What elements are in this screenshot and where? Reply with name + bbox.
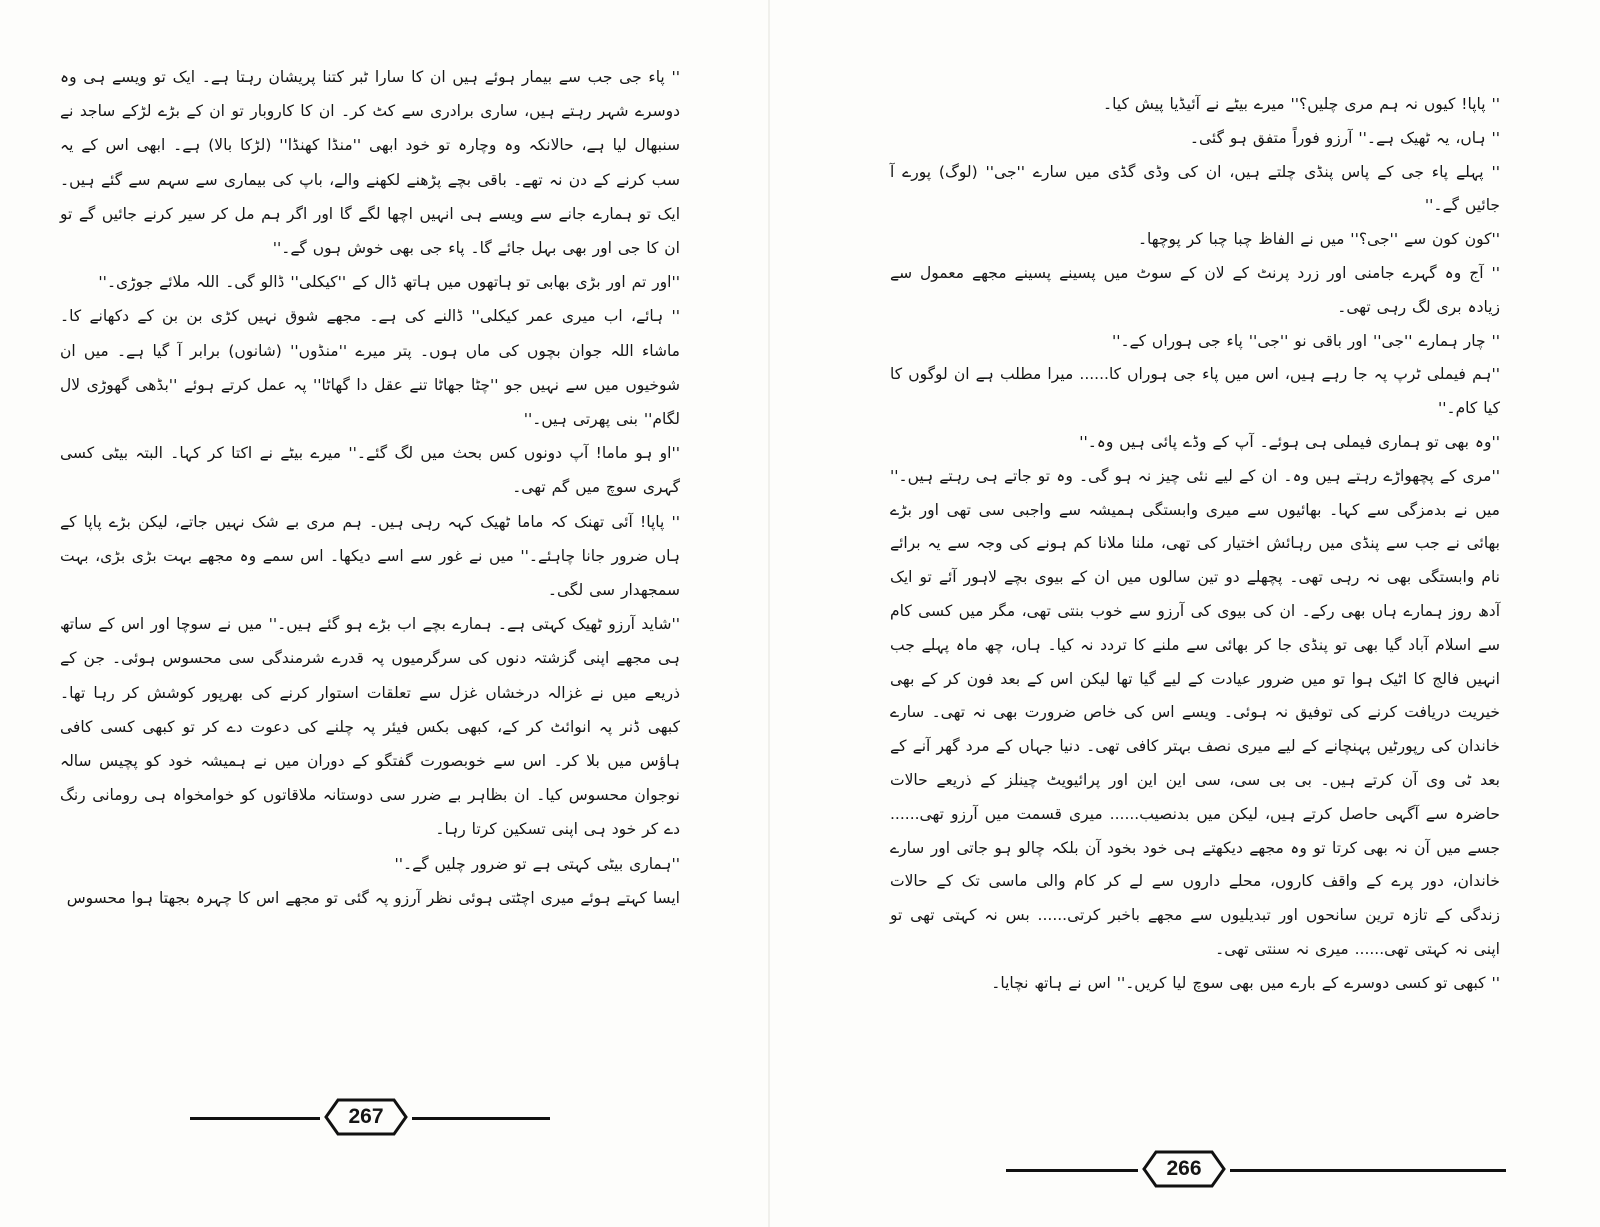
- right-page-text: [890, 88, 1500, 1001]
- paragraph: '' پاپا! کیوں نہ ہم مری چلیں؟'' میرے بیٹے نے آئیڈیا پیش کیا۔: [1103, 95, 1500, 113]
- folio-rule-right: [412, 1117, 550, 1120]
- paragraph: ''شاید آرزو ٹھیک کہتی ہے۔ ہمارے بچے اب بڑے ہو گئے ہیں۔'' میں نے سوچا اور اس کے ساتھ ہی مجھے اپنی گزشتہ دنوں کی سرگرمیوں پہ قدرے شرمندگی سی محسوس ہوئی۔ جن کے ذریعے میں نے غزالہ درخشاں غزل سے تعلقات استوار کرنے کی بھرپور کوشش کر رہا تھا۔ کبھی ڈنر پہ انوائٹ کر کے، کبھی بکس فیئر پہ چلنے کی دعوت دے کر تو کبھی کسی کافی ہاؤس میں بلا کر۔ اس سے خوبصورت گفتگو کے دوران میں نے ہمیشہ خود کو پچیس سالہ نوجوان محسوس کیا۔ ان بظاہر بے ضرر سی دوستانہ ملاقاتوں کو خوامخواہ ہی رومانی رنگ دے کر خود ہی اپنی تسکین کرتا رہا۔: [60, 615, 680, 839]
- paragraph: '' کبھی تو کسی دوسرے کے بارے میں بھی سوچ لیا کریں۔'' اس نے ہاتھ نچایا۔: [991, 973, 1500, 992]
- page-number-badge: [324, 1098, 408, 1136]
- paragraph: '' پاپا! آئی تھنک کہ ماما ٹھیک کہہ رہی ہیں۔ ہم مری بے شک نہیں جاتے، لیکن بڑے پاپا کے ہاں ضرور جانا چاہئے۔'' میں نے غور سے اسے دیکھا۔ اس سمے وہ مجھے بہت بڑی بڑی، بہت سمجھدار سی لگی۔: [60, 512, 680, 600]
- folio-rule-left: [190, 1117, 320, 1120]
- paragraph: ''اور تم اور بڑی بھابی تو ہاتھوں میں ہاتھ ڈال کے ''کیکلی'' ڈالو گی۔ اللہ ملائے جوڑی۔'': [98, 273, 680, 292]
- page-number: 266: [1166, 1157, 1202, 1180]
- left-page-text: [60, 60, 680, 915]
- paragraph: ایسا کہتے ہوئے میری اچٹتی ہوئی نظر آرزو پہ گئی تو مجھے اس کا چہرہ بجھتا ہوا محسوس: [66, 888, 680, 907]
- paragraph: '' چار ہمارے ''جی'' اور باقی نو ''جی'' پاء جی ہوراں کے۔'': [1111, 331, 1500, 350]
- paragraph: ''ہماری بیٹی کہتی ہے تو ضرور چلیں گے۔'': [394, 854, 680, 873]
- paragraph: '' ہائے، اب میری عمر کیکلی'' ڈالنے کی ہے۔ مجھے شوق نہیں کڑی بن بن کے دکھانے کا۔ ماشاء اللہ جوان بچوں کی ماں ہوں۔ پتر میرے ''منڈوں'' (شانوں) برابر آ گیا ہے۔ میں ان شوخیوں میں سے نہیں جو ''چٹا جھاٹا تنے عقل دا گھاٹا'' پہ عمل کرتے ہوئے ''بڈھی گھوڑی لال لگام'' بنی پھرتی ہیں۔'': [60, 307, 680, 429]
- page-number: 267: [348, 1105, 384, 1128]
- page-number-badge: [1142, 1150, 1226, 1188]
- paragraph: ''مری کے پچھواڑے رہتے ہیں وہ۔ ان کے لیے نئی چیز نہ ہو گی۔ وہ تو جاتے ہی رہتے ہیں۔'' میں نے بدمزگی سے کہا۔ بھائیوں سے میری وابستگی ہمیشہ سے واجبی سی تھی اور بڑے بھائی نے جب سے پنڈی میں رہائش اختیار کی تھی، ملنا ملانا کم ہونے کی وجہ سے یہ برائے نام وابستگی بھی نہ رہی تھی۔ پچھلے دو تین سالوں میں ان کے بیوی بچے لاہور آئے تو ایک آدھ روز ہمارے ہاں بھی رکے۔ ان کی بیوی کی آرزو سے خوب بنتی تھی، مگر میں کسی کام سے اسلام آباد گیا بھی تو پنڈی جا کر بھائی سے ملنے کا تردد نہ کیا۔ ہاں، چھ ماہ پہلے جب انہیں فالج کا اٹیک ہوا تو میں ضرور عیادت کے لیے گیا تھا لیکن اس کے بعد فون کر کے بھی خیریت دریافت کرنے کی توفیق نہ ہوئی۔ ویسے اس کی خاص ضرورت بھی نہ تھی۔ سارے خاندان کی رپورٹیں پہنچانے کے لیے میری نصف بہتر کافی تھی۔ دنیا جہاں کے مرد گھر آنے کے بعد ٹی وی آن کرتے ہیں۔ بی بی سی، سی این این اور پرائیویٹ چینلز کے ذریعے حالات حاضرہ سے آگہی حاصل کرتے ہیں، لیکن میں بدنصیب...... میری قسمت میں آرزو تھی...... جسے میں آن نہ بھی کرتا تو وہ مجھے دیکھتے ہی خود بخود آن بلکہ چالو ہو جاتی اور سارے خاندان، دور پرے کے واقف کاروں، محلے داروں سے لے کر کام والی ماسی تک کے حالات زندگی کے تازہ ترین سانحوں اور تبدیلیوں سے مجھے باخبر کرتی...... بس نہ کہتی تھی تو اپنی نہ کہتی تھی...... میری نہ سنتی تھی۔: [890, 466, 1500, 958]
- right-page-number: [1006, 1150, 1506, 1190]
- paragraph: '' ہاں، یہ ٹھیک ہے۔'' آرزو فوراً متفق ہو گئی۔: [1189, 128, 1500, 147]
- paragraph: ''او ہو ماما! آپ دونوں کس بحث میں لگ گئے۔'' میرے بیٹے نے اکتا کر کہا۔ البتہ بیٹی کسی گہری سوچ میں گم تھی۔: [60, 444, 680, 497]
- left-page-number: [190, 1098, 550, 1138]
- paragraph: '' پہلے پاء جی کے پاس پنڈی چلتے ہیں، ان کی وڈی گڈی میں سارے ''جی'' (لوگ) پورے آ جائیں گے۔'': [890, 162, 1500, 215]
- paragraph: '' پاء جی جب سے بیمار ہوئے ہیں ان کا سارا ٹبر کتنا پریشان رہتا ہے۔ ایک تو ویسے ہی وہ دوسرے شہر رہتے ہیں، ساری برادری سے کٹ کر۔ ان کا کاروبار تو ان کے بڑے لڑکے ساجد نے سنبھال لیا ہے، حالانکہ وہ وچارہ تو خود ابھی ''منڈا کھنڈا'' (لڑکا بالا) ہے۔ ابھی اس کے یہ سب کرنے کے دن نہ تھے۔ باقی بچے پڑھنے لکھنے والے، باپ کی بیماری سے سہم سے گئے ہیں۔ ایک تو ہمارے جانے سے ویسے ہی انہیں اچھا لگے گا اور اگر ہم مل کر سیر کرنے جائیں گے تو ان کا جی اور بھی بہل جائے گا۔ پاء جی بھی خوش ہوں گے۔'': [60, 68, 680, 258]
- paragraph: '' آج وہ گہرے جامنی اور زرد پرنٹ کے لان کے سوٹ میں پسینے پسینے مجھے معمول سے زیادہ بری لگ رہی تھی۔: [890, 263, 1500, 316]
- page-gutter: [768, 0, 770, 1227]
- paragraph: ''وہ بھی تو ہماری فیملی ہی ہوئے۔ آپ کے وڈے پائی ہیں وہ۔'': [1079, 432, 1500, 451]
- folio-rule-right: [1230, 1169, 1506, 1172]
- paragraph: ''کون کون سے ''جی؟'' میں نے الفاظ چبا چبا کر پوچھا۔: [1137, 230, 1500, 249]
- paragraph: ''ہم فیملی ٹرپ پہ جا رہے ہیں، اس میں پاء جی ہوراں کا...... میرا مطلب ہے ان لوگوں کا کیا کام۔'': [890, 365, 1500, 418]
- folio-rule-left: [1006, 1169, 1138, 1172]
